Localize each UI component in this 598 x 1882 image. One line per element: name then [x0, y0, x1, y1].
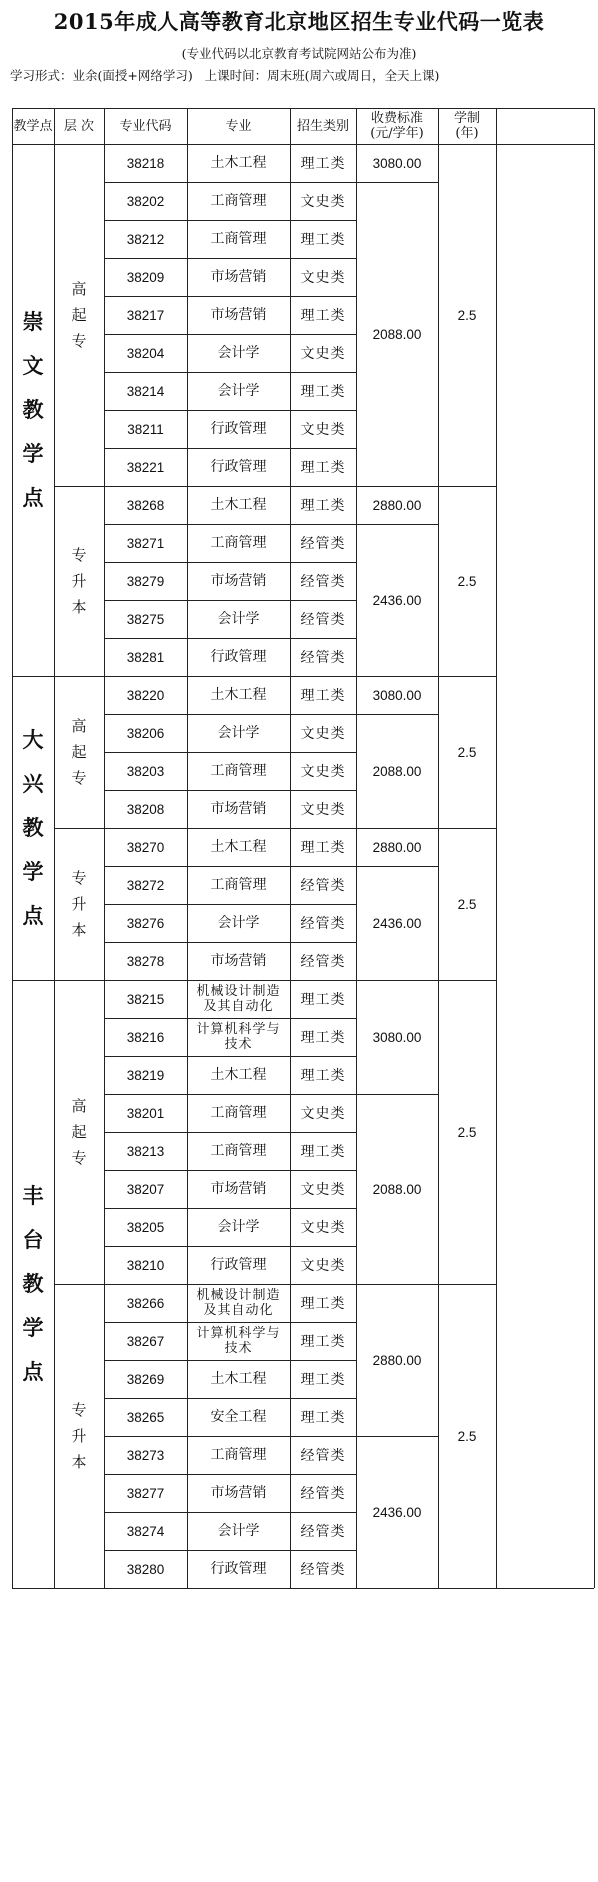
major-code-cell: 38279	[126, 573, 165, 589]
row-rule	[356, 182, 438, 183]
row-rule	[356, 486, 438, 487]
row-rule	[104, 1094, 356, 1095]
major-name-cell: 市场营销	[210, 800, 267, 817]
major-code-cell: 38218	[126, 155, 165, 171]
column-rule	[356, 108, 357, 1588]
category-cell: 经管类	[300, 954, 346, 970]
row-rule	[356, 866, 438, 867]
years-cell: 2.5	[457, 307, 477, 323]
header-major-code: 专业代码	[119, 118, 172, 134]
major-name-cell: 会计学	[217, 610, 260, 627]
row-rule	[104, 904, 356, 905]
category-cell: 文史类	[300, 422, 346, 438]
major-code-cell: 38267	[126, 1333, 165, 1349]
category-cell: 理工类	[300, 498, 346, 514]
fee-cell: 2436.00	[372, 592, 422, 608]
major-name-cell: 会计学	[217, 382, 260, 399]
row-rule	[104, 752, 356, 753]
row-rule	[438, 486, 496, 487]
column-rule	[438, 108, 439, 1588]
category-cell: 理工类	[300, 1144, 346, 1160]
header-category: 招生类别	[296, 118, 349, 134]
level-name: 专 升 本	[71, 1401, 87, 1471]
row-rule	[104, 524, 356, 525]
row-rule	[104, 1056, 356, 1057]
row-rule	[104, 980, 356, 981]
row-rule	[438, 980, 496, 981]
fee-cell: 2436.00	[372, 915, 422, 931]
major-code-cell: 38207	[126, 1181, 165, 1197]
major-code-cell: 38208	[126, 801, 165, 817]
major-name-cell: 行政管理	[210, 458, 267, 475]
row-rule	[104, 790, 356, 791]
column-rule	[54, 108, 55, 1588]
table-top-border	[12, 108, 594, 109]
major-code-cell: 38211	[127, 421, 164, 437]
major-code-cell: 38209	[126, 269, 165, 285]
major-name-cell: 会计学	[217, 1218, 260, 1235]
major-name-cell: 工商管理	[210, 876, 267, 893]
row-rule	[104, 1588, 356, 1589]
row-rule	[104, 448, 356, 449]
fee-cell: 3080.00	[372, 687, 422, 703]
major-code-cell: 38204	[126, 345, 165, 361]
row-rule	[356, 524, 438, 525]
row-rule	[104, 1398, 356, 1399]
fee-cell: 3080.00	[372, 155, 422, 171]
major-name-cell: 机械设计制造 及其自动化	[196, 1288, 281, 1318]
row-rule	[104, 296, 356, 297]
row-rule	[104, 486, 356, 487]
major-name-cell: 行政管理	[210, 1560, 267, 1577]
major-name-cell: 行政管理	[210, 1256, 267, 1273]
major-code-cell: 38216	[126, 1029, 165, 1045]
row-rule	[356, 980, 438, 981]
row-rule	[356, 1284, 438, 1285]
row-rule	[356, 1094, 438, 1095]
category-cell: 文史类	[300, 1106, 346, 1122]
category-cell: 理工类	[300, 1334, 346, 1350]
row-rule	[104, 1474, 356, 1475]
category-cell: 理工类	[300, 992, 346, 1008]
category-cell: 经管类	[300, 1486, 346, 1502]
category-cell: 理工类	[300, 1030, 346, 1046]
row-rule	[104, 258, 356, 259]
major-name-cell: 土木工程	[210, 686, 267, 703]
major-code-cell: 38273	[126, 1447, 165, 1463]
major-name-cell: 市场营销	[210, 572, 267, 589]
row-rule	[104, 676, 356, 677]
major-code-cell: 38210	[126, 1257, 165, 1273]
row-rule	[104, 1018, 356, 1019]
column-rule	[496, 108, 497, 1588]
major-code-cell: 38268	[126, 497, 165, 513]
category-cell: 理工类	[300, 1296, 346, 1312]
major-name-cell: 会计学	[217, 344, 260, 361]
major-name-cell: 行政管理	[210, 648, 267, 665]
category-cell: 理工类	[300, 1068, 346, 1084]
major-code-cell: 38275	[126, 611, 165, 627]
header-teaching-point: 教学点	[13, 118, 53, 134]
category-cell: 经管类	[300, 612, 346, 628]
category-cell: 经管类	[300, 574, 346, 590]
row-rule	[54, 828, 104, 829]
page-subtitle: (专业代码以北京教育考试院网站公布为准)	[181, 46, 417, 61]
major-name-cell: 土木工程	[210, 1370, 267, 1387]
table-right-border	[594, 108, 595, 1588]
level-name: 专 升 本	[71, 869, 87, 939]
major-name-cell: 会计学	[217, 724, 260, 741]
row-rule	[356, 676, 438, 677]
row-rule	[104, 1512, 356, 1513]
row-rule	[104, 638, 356, 639]
level-name: 高 起 专	[71, 717, 87, 787]
header-level: 层 次	[63, 118, 95, 134]
row-rule	[104, 1170, 356, 1171]
major-name-cell: 安全工程	[210, 1408, 267, 1425]
fee-cell: 2436.00	[372, 1504, 422, 1520]
major-name-cell: 机械设计制造 及其自动化	[196, 984, 281, 1014]
row-rule	[104, 866, 356, 867]
row-rule	[438, 1284, 496, 1285]
category-cell: 理工类	[300, 1372, 346, 1388]
category-cell: 经管类	[300, 536, 346, 552]
category-cell: 经管类	[300, 650, 346, 666]
category-cell: 文史类	[300, 346, 346, 362]
row-rule	[356, 1588, 438, 1589]
fee-cell: 2088.00	[372, 326, 422, 342]
major-code-cell: 38205	[126, 1219, 165, 1235]
major-name-cell: 行政管理	[210, 420, 267, 437]
category-cell: 经管类	[300, 878, 346, 894]
row-rule	[54, 1588, 104, 1589]
fee-cell: 2880.00	[372, 497, 422, 513]
category-cell: 文史类	[300, 1220, 346, 1236]
major-code-cell: 38281	[126, 649, 165, 665]
major-code-cell: 38274	[126, 1523, 165, 1539]
level-name: 专 升 本	[71, 546, 87, 616]
fee-cell: 2088.00	[372, 1181, 422, 1197]
category-cell: 文史类	[300, 802, 346, 818]
category-cell: 文史类	[300, 726, 346, 742]
fee-cell: 2880.00	[372, 1352, 422, 1368]
major-code-cell: 38203	[126, 763, 165, 779]
major-name-cell: 土木工程	[210, 838, 267, 855]
row-rule	[104, 410, 356, 411]
major-code-cell: 38270	[126, 839, 165, 855]
row-rule	[104, 1284, 356, 1285]
row-rule	[438, 676, 496, 677]
category-cell: 文史类	[300, 194, 346, 210]
category-cell: 理工类	[300, 688, 346, 704]
fee-cell: 3080.00	[372, 1029, 422, 1045]
header-fee: 收费标准 (元/学年)	[370, 111, 424, 141]
row-rule	[356, 1436, 438, 1437]
major-code-cell: 38202	[126, 193, 165, 209]
row-rule	[54, 676, 104, 677]
major-code-cell: 38276	[126, 915, 165, 931]
major-code-cell: 38219	[126, 1067, 165, 1083]
major-code-cell: 38278	[126, 953, 165, 969]
row-rule	[12, 676, 54, 677]
teaching-point-name: 崇 文 教 学 点	[22, 309, 44, 510]
row-rule	[356, 828, 438, 829]
category-cell: 文史类	[300, 270, 346, 286]
study-info: 学习形式：业余(面授+网络学习) 上课时间：周末班(周六或周日，全天上课)	[10, 68, 440, 83]
major-code-cell: 38266	[126, 1295, 165, 1311]
major-code-cell: 38214	[126, 383, 165, 399]
row-rule	[104, 1208, 356, 1209]
major-code-cell: 38212	[126, 231, 165, 247]
major-name-cell: 工商管理	[210, 762, 267, 779]
major-name-cell: 工商管理	[210, 192, 267, 209]
header-bottom-rule	[12, 144, 594, 145]
major-code-cell: 38277	[126, 1485, 165, 1501]
major-code-cell: 38272	[126, 877, 165, 893]
major-name-cell: 土木工程	[210, 496, 267, 513]
years-cell: 2.5	[457, 573, 477, 589]
years-cell: 2.5	[457, 896, 477, 912]
major-name-cell: 市场营销	[210, 306, 267, 323]
major-name-cell: 工商管理	[210, 1446, 267, 1463]
teaching-point-name: 大 兴 教 学 点	[22, 727, 44, 928]
row-rule	[54, 1284, 104, 1285]
years-cell: 2.5	[457, 744, 477, 760]
years-cell: 2.5	[457, 1428, 477, 1444]
major-code-cell: 38215	[126, 991, 165, 1007]
major-code-cell: 38280	[126, 1561, 165, 1577]
fee-cell: 2088.00	[372, 763, 422, 779]
row-rule	[438, 828, 496, 829]
category-cell: 经管类	[300, 1562, 346, 1578]
row-rule	[104, 334, 356, 335]
row-rule	[104, 372, 356, 373]
level-name: 高 起 专	[71, 1097, 87, 1167]
major-name-cell: 工商管理	[210, 230, 267, 247]
category-cell: 经管类	[300, 916, 346, 932]
major-name-cell: 土木工程	[210, 154, 267, 171]
major-name-cell: 计算机科学与 技术	[196, 1326, 281, 1356]
category-cell: 理工类	[300, 460, 346, 476]
category-cell: 文史类	[300, 764, 346, 780]
category-cell: 理工类	[300, 156, 346, 172]
category-cell: 文史类	[300, 1182, 346, 1198]
major-code-cell: 38220	[126, 687, 165, 703]
major-code-cell: 38271	[126, 535, 165, 551]
major-code-cell: 38213	[126, 1143, 165, 1159]
category-cell: 理工类	[300, 384, 346, 400]
row-rule	[104, 1550, 356, 1551]
row-rule	[104, 600, 356, 601]
row-rule	[104, 942, 356, 943]
fee-cell: 2880.00	[372, 839, 422, 855]
major-name-cell: 计算机科学与 技术	[196, 1022, 281, 1052]
category-cell: 理工类	[300, 308, 346, 324]
category-cell: 理工类	[300, 840, 346, 856]
row-rule	[12, 980, 54, 981]
category-cell: 经管类	[300, 1448, 346, 1464]
row-rule	[104, 220, 356, 221]
page-title: 2015年成人高等教育北京地区招生专业代码一览表	[53, 9, 545, 34]
column-rule	[104, 108, 105, 1588]
row-rule	[104, 828, 356, 829]
category-cell: 理工类	[300, 1410, 346, 1426]
major-code-cell: 38206	[126, 725, 165, 741]
major-name-cell: 工商管理	[210, 1142, 267, 1159]
row-rule	[104, 1436, 356, 1437]
table-left-border	[12, 108, 13, 1588]
major-name-cell: 土木工程	[210, 1066, 267, 1083]
years-cell: 2.5	[457, 1124, 477, 1140]
major-code-cell: 38221	[126, 459, 165, 475]
major-name-cell: 市场营销	[210, 1484, 267, 1501]
level-name: 高 起 专	[71, 280, 87, 350]
major-name-cell: 会计学	[217, 914, 260, 931]
category-cell: 文史类	[300, 1258, 346, 1274]
row-rule	[104, 182, 356, 183]
row-rule	[104, 714, 356, 715]
major-code-table	[12, 108, 594, 1882]
major-name-cell: 市场营销	[210, 268, 267, 285]
row-rule	[104, 562, 356, 563]
header-major: 专业	[225, 118, 252, 134]
major-code-cell: 38201	[126, 1105, 165, 1121]
major-name-cell: 工商管理	[210, 534, 267, 551]
major-code-cell: 38265	[126, 1409, 165, 1425]
row-rule	[104, 1322, 356, 1323]
row-rule	[54, 486, 104, 487]
row-rule	[104, 1132, 356, 1133]
header-years: 学制 (年)	[453, 111, 480, 141]
category-cell: 经管类	[300, 1524, 346, 1540]
row-rule	[104, 1246, 356, 1247]
major-name-cell: 工商管理	[210, 1104, 267, 1121]
column-rule	[187, 108, 188, 1588]
row-rule	[438, 1588, 496, 1589]
row-rule	[496, 1588, 594, 1589]
major-name-cell: 市场营销	[210, 1180, 267, 1197]
major-code-cell: 38269	[126, 1371, 165, 1387]
major-name-cell: 会计学	[217, 1522, 260, 1539]
teaching-point-name: 丰 台 教 学 点	[22, 1183, 44, 1384]
column-rule	[290, 108, 291, 1588]
major-name-cell: 市场营销	[210, 952, 267, 969]
row-rule	[54, 980, 104, 981]
row-rule	[12, 1588, 54, 1589]
row-rule	[356, 714, 438, 715]
category-cell: 理工类	[300, 232, 346, 248]
major-code-cell: 38217	[126, 307, 165, 323]
row-rule	[104, 1360, 356, 1361]
